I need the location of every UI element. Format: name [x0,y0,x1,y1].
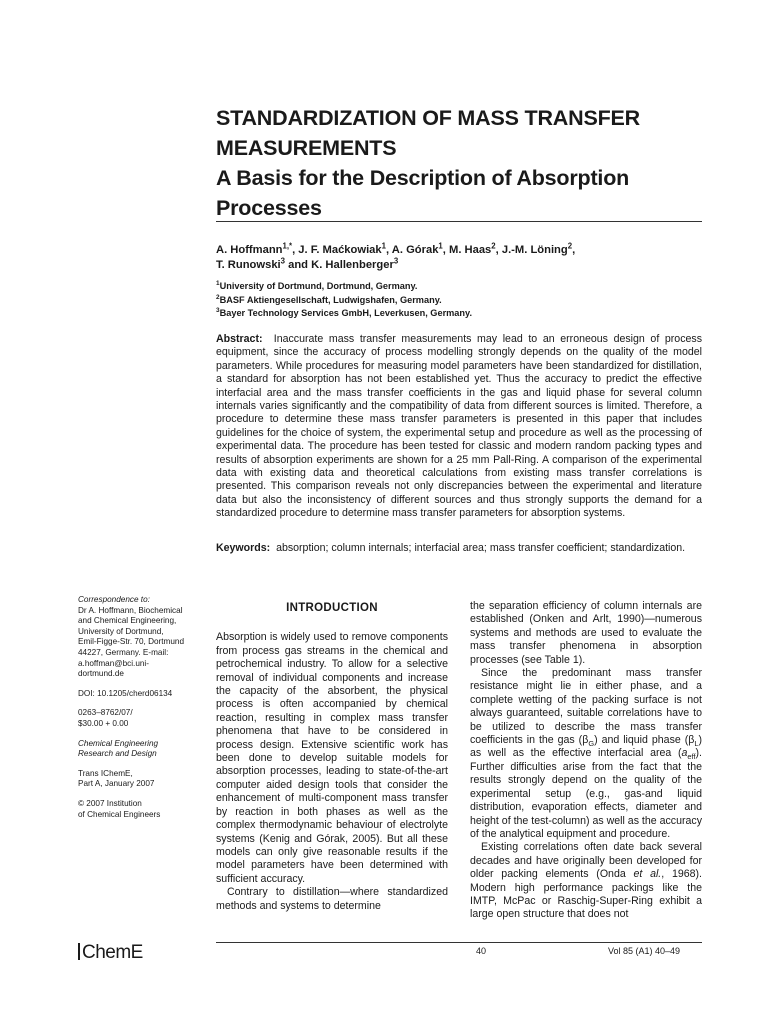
issn-line-2: $30.00 + 0.00 [78,718,129,728]
abstract-label: Abstract: [216,333,263,345]
body-column-1 [216,600,448,913]
intro-paragraph-1: Absorption is widely used to remove components from process gas streams in the chemical and petrochemical industry. To allow for a selective removal of individual components and increase the capacity of the absorbent, the physical process is often accompanied by chemical reaction, resulting in complex mass transfer phenomena that have to be considered in process design. Extensive scientific work has been done to develop suitable models for absorption processes, leading to state-of-the-art computer aided design tools that consider the enhancement of multi-component mass transfer by reaction in both phases as well as the complex thermodynamic behaviour of electrolyte systems (Kenig and Górak, 2005). But all these models can only give reasonable results if the model parameters have been determined with sufficient accuracy. [216,631,448,885]
copyright-line-2: of Chemical Engineers [78,809,161,819]
author-line-2: T. Runowski$^3$ and K. Hallenberger$^3$ [216,256,399,271]
subtitle-line-2: Processes [216,196,322,220]
trans-block [78,769,203,790]
beta-g-symbol: $\beta_G$ [582,734,595,749]
abstract [216,333,702,521]
correspondence-label: Correspondence to: [78,595,150,604]
col2-paragraph-2: Since the predominant mass transfer resistance might lie in either phase, and a complete wetting of the packing surface is not always guaranteed, suitable correlations have to be utilized to describe the mass transfer coefficients in the gas $(\beta_G)$ and liquid phase $(\beta_L)$ as well as the effective interfacial area $(a_{eff})$. Further difficulties arise from the fact that the results strongly depend on the quality of the experimental setup (e.g., gas-and liquid distribution, evaporation effects, diameter and height of the test-column) as well as the accuracy of the analytical equipment and procedure. [470,667,702,840]
copyright-line-1: © 2007 Institution [78,798,142,808]
body-column-2 [470,600,702,922]
article-title [216,103,716,223]
page-number: 40 [476,946,487,956]
title-line-1: STANDARDIZATION OF MASS TRANSFER [216,106,640,130]
doi[interactable]: DOI: 10.1205/cherd06134 [78,688,173,698]
trans-line-1: Trans IChemE, [78,768,133,778]
trans-line-2: Part A, January 2007 [78,779,155,789]
intro-paragraph-2: Contrary to distillation—where standardized methods and systems to determine [216,886,448,912]
col2-paragraph-1: the separation efficiency of column internals are established (Onken and Arlt, 1990)—numerous systems and methods are used to evaluate the mass transfer phenomena in absorption processes (see Table 1). [470,600,702,666]
affiliation-2: $^2$BASF Aktiengesellschaft, Ludwigshafen, Germany. [216,293,442,305]
issn-block [78,708,203,729]
correspondence-line: University of Dortmund, [78,626,164,636]
keywords-label: Keywords: [216,542,271,554]
copyright-block [78,799,203,820]
affiliations [216,280,472,321]
correspondence-line: Emil-Figge-Str. 70, Dortmund [78,637,185,647]
a-eff-symbol: $a_{eff}$ [681,747,696,762]
introduction-heading: INTRODUCTION [286,602,378,614]
keywords-text: absorption; column internals; interfacial area; mass transfer coefficient; standardization. [276,542,686,554]
affiliation-1: $^1$University of Dortmund, Dortmund, Germany. [216,279,418,291]
icheme-logo [78,942,143,964]
col2-paragraph-3: Existing correlations often date back several decades and have originally been developed for older packing elements (Onda et al., 1968). Modern high performance packings like the IMTP, McPac or Raschig-Super-Ring exhibit a large open structure that does not [470,841,702,921]
email-line[interactable]: a.hoffman@bci.uni- [78,658,149,668]
title-divider [216,221,702,222]
logo-text: ChemE [82,942,143,963]
author-list [216,243,706,273]
subtitle-line-1: A Basis for the Description of Absorption [216,166,630,190]
keywords [216,542,702,555]
abstract-text: Inaccurate mass transfer measurements may lead to an erroneous design of process equipment, since the accuracy of process modelling strongly depends on the quality of the model parameters. While procedures for measuring model parameters have been standardized for distillation, a standard for absorption has not been established yet. Thus the accuracy to predict the effective interfacial area and the mass transfer coefficients in the gas and liquid phase for several column internals varies significantly and the compatibility of data from different sources is limited. Therefore, a procedure to determine these mass transfer parameters is presented in this paper that includes guidelines for the choice of system, the experimental setup and procedure as well as the processing of experimental data. The procedure has been tested for classic and modern random packing types and results of absorption experiments are shown for a 25 mm Pall-Ring. A comparison of the experimental data with existing data and theoretical calculations from existing mass transfer correlations is presented. This comparison reveals not only discrepancies between the experimental and literature data but also the inconsistency of different sources and thus strongly supports the demand for a standardized procedure to determine mass transfer parameters for absorption systems. [216,333,702,520]
issn-line-1: 0263–8762/07/ [78,708,133,718]
footer-divider [216,942,702,943]
correspondence-line: 44227, Germany. E-mail: [78,647,169,657]
author-line-1: A. Hoffmann$^{1,*}$, J. F. Maćkowiak$^1$, A. Górak$^1$, M. Haas$^2$, J.-M. Löning$^2$, [216,241,576,256]
journal-line-1: Chemical Engineering [78,738,159,748]
journal-line-2: Research and Design [78,749,157,759]
correspondence-line: Dr A. Hoffmann, Biochemical [78,605,183,615]
title-line-2: MEASUREMENTS [216,136,397,160]
volume-reference: Vol 85 (A1) 40–49 [608,946,681,956]
email-line[interactable]: dortmund.de [78,669,124,679]
journal-block [78,739,203,760]
affiliation-3: $^3$Bayer Technology Services GmbH, Leverkusen, Germany. [216,306,473,318]
beta-l-symbol: $\beta_L$ [688,734,699,749]
correspondence-sidebar [78,595,203,829]
correspondence-block [78,595,203,680]
correspondence-line: and Chemical Engineering, [78,616,177,626]
